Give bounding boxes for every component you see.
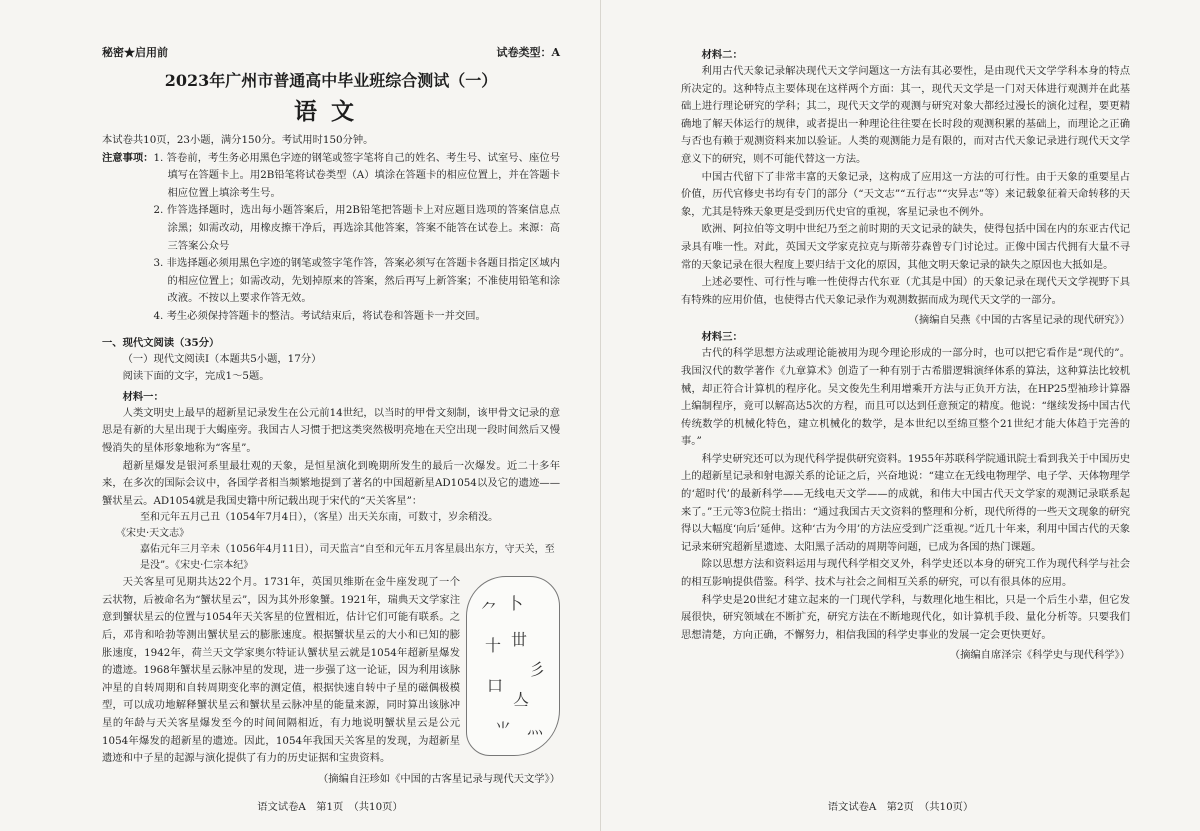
material-1-source: （摘编自汪珍如《中国的古客星记录与现代天文学》） [318,772,560,785]
subject-title: 语文 [294,98,368,125]
instruction-item: 4. 考生必须保持答题卡的整洁。考试结束后，将试卷和答题卡一并交回。 [153,309,486,322]
material-3-paragraph: 除以思想方法和资料运用与现代科学相交叉外，科学史还以本身的研究工作为现代科学与社会的相互影响提供借鉴。科学、技术与社会之间相互关系的研究，可以有很具体的应用。 [681,558,1130,589]
instructions-block [102,150,560,326]
material-2-paragraph: 上述必要性、可行性与唯一性使得古代东亚（尤其是中国）的天象记录在现代天文学视野下具有特殊的应用价值，也使得古代天象记录作为观测数据而成为现代天文学的一部分。 [681,276,1130,306]
reading-instruction: 阅读下面的文字，完成1～5题。 [122,370,270,383]
oracle-bone-rubbing-image: ⺈ 卜 十 丗 彡 口 亼 ⺌ 灬 [466,576,560,756]
page-header [102,44,560,60]
material-3-label: 材料三： [701,331,743,344]
quote-source: 《宋史·天文志》 [116,528,190,540]
confidential-mark: 秘密★启用前 [102,46,168,59]
historical-quote: 至和元年五月己丑（1054年7月4日），（客星）出天关东南，可数寸，岁余稍没。 [140,512,499,524]
paper-type: 试卷类型：A [496,46,560,59]
section-heading: 一、现代文阅读（35分） [102,336,220,349]
material-2-paragraph: 欧洲、阿拉伯等文明中世纪乃至之前时期的天文记录的缺失，使得包括中国在内的东亚古代记录具有唯一性。对此，英国天文学家克拉克与斯蒂芬森曾专门讨论过。正像中国古代拥有大量不寻常的天象记录在很大程度上要归结于文化的原因，其他文明天象记录的缺失之原因也大抵如是。 [681,223,1130,271]
material-2-label: 材料二： [701,49,743,61]
historical-quote: 嘉佑元年三月辛未（1056年4月11日），司天监言“自至和元年五月客星晨出东方，守天关，至是没”。《宋史·仁宗本纪》 [140,544,555,572]
material-3-source: （摘编自席泽宗《科学史与现代科学》） [949,649,1130,662]
material-1-label: 材料一： [122,390,164,403]
material-2-paragraph: 利用古代天象记录解决现代天文学问题这一方法有其必要性，是由现代天文学学科本身的特点所决定的。这种特点主要体现在这样两个方面：其一，现代天文学是一门对天体进行观测并在此基础上进行理论研究的学科；其二，现代天文学的观测与研究对象大都经过漫长的演化过程，要更精确地了解天体运行的规律，或者提出一种理论往往要在长时段的观测积累的基础上，而理论之正确与否也有赖于观测资料来加以验证。人类的观测能力是有限的，而对古代天象记录进行现代天文学意义下的研究，则不可能代替这一方法。 [681,65,1130,165]
page-footer: 语文试卷A 第1页 （共10页） [257,801,403,813]
page-footer: 语文试卷A 第2页 （共10页） [827,801,974,813]
instruction-item: 1. 答卷前，考生务必用黑色字迹的钢笔或签字笔将自己的姓名、考生号、试室号、座位号填写在答题卡上。用2B铅笔将试卷类型（A）填涂在答题卡的相应位置上，并在答题卡相应位置上填涂考生号。 [153,151,560,199]
instruction-item: 3. 非选择题必须用黑色字迹的钢笔或签字笔作答，答案必须写在答题卡各题目指定区域内的相应位置上；如需改动，先划掉原来的答案，然后再写上新答案；不准使用铅笔和涂改液。不按以上要求作答无效。 [153,257,560,305]
material-3-paragraph: 科学史是20世纪才建立起来的一门现代学科，与数理化地生相比，只是一个后生小辈，但它发展很快，研究领域在不断扩充，研究方法在不断地现代化，如计算机手段、量化分析等。只要我们思想清楚，方向正确，不懈努力，相信我国的科学史事业的发展一定会更快更好。 [681,593,1130,641]
subsection-heading: （一）现代文阅读Ⅰ（本题共5小题，17分） [122,352,322,365]
instructions-label: 注意事项： [102,151,154,164]
material-2-source: （摘编自吴燕《中国的古客星记录的现代研究》） [908,314,1130,327]
material-2-paragraph: 中国古代留下了非常丰富的天象记录，这构成了应用这一方法的可行性。由于天象的重要星占价值，历代官修史书均有专门的部分（“天文志”“五行志”“灾异志”等）来记载象征着天命转移的天象，尤其是特殊天象更是受到历代史官的重视，客星记录也不例外。 [681,170,1130,218]
exam-title: 2023年广州市普通高中毕业班综合测试（一） [164,71,498,90]
material-1-paragraph: 人类文明史上最早的超新星记录发生在公元前14世纪，以当时的甲骨文刻制，该甲骨文记录的意思是有新的大星出现于大蝎座旁。我国古人习惯于把这类突然极明亮地在天空出现一段时间然后又慢慢消失的星体形象地称为“客星”。 [102,406,560,454]
exam-page-2 [600,0,1200,831]
material-1-paragraph: 超新星爆发是银河系里最壮观的天象，是恒星演化到晚期所发生的最后一次爆发。近二十多年来，在多次的国际会议中，各国学者相当频繁地提到了著名的中国超新星AD1054以及它的遗迹——蟹状星云。AD1054就是我国史籍中所记载出现于宋代的“天关客星”： [102,459,560,507]
material-1-paragraph: 天关客星可见期共达22个月。1731年，英国贝维斯在金牛座发现了一个云状物，后被命名为“蟹状星云”，因为其外形象蟹。1921年，瑞典天文学家注意到蟹状星云的位置与1054年天关客星的位置相近，估计它们可能有联系。之后，邓肯和哈勃等测出蟹状星云的膨胀速度。根据蟹状星云的大小和已知的膨胀速度，1942年，荷兰天文学家奥尔特证认蟹状星云就是1054年超新星爆发的遗迹。1968年蟹状星云脉冲星的发现，进一步强了这一论证，因为利用该脉冲星的自转周期和自转周期变化率的测定值，根据快速自转中子星的磁偶极模型，可以成功地解释蟹状星云和蟹状星云脉冲星的能量来源，同时算出该脉冲星的年龄与天关客星爆发至今的时间间隔相近，有力地说明蟹状星云是公元1054年爆发的超新星的遗迹。因此，1054年我国天关客星的发现，为超新星遗迹和中子星的起源与演化提供了有力的历史证据和宝贵资料。 [102,576,460,765]
exam-intro: 本试卷共10页，23小题，满分150分。考试用时150分钟。 [102,134,374,146]
instruction-item: 2. 作答选择题时，选出每小题答案后，用2B铅笔把答题卡上对应题目选项的答案信息点涂黑；如需改动，用橡皮擦干净后，再选涂其他答案，答案不能答在试卷上。来源：高三答案公众号 [153,204,560,252]
material-3-paragraph: 古代的科学思想方法或理论能被用为现今理论形成的一部分时，也可以把它看作是“现代的”。我国汉代的数学著作《九章算术》创造了一种有别于古希腊逻辑演绎体系的算法，这种算法比较机械，却正符合计算机的程序化。吴文俊先生利用增乘开方法与正负开方法，在HP25型袖珍计算器上编制程序，竟可以解高达5次的方程，而且可以达到任意预定的精度。他说：“继续发扬中国古代传统数学的机械化特色，建立机械化的数学，是本世纪以至绵亘整个21世纪才能大体趋于完善的事。” [681,347,1130,448]
instructions-list [153,150,560,326]
material-3-paragraph: 科学史研究还可以为现代科学提供研究资料。1955年苏联科学院通讯院士看到我关于中国历史上的超新星记录和射电源关系的论证之后，兴奋地说：“建立在无线电物理学、电子学、天体物理学的‘超时代’的最新科学——无线电天文学——的成就，和伟大中国古代天文学家的观测记录联系起来了。”王元等3位院士指出：“通过我国古天文资料的整理和分析，现代所得的一些天文现象的研究得以大幅度‘向后’延伸。这种‘古为今用’的方法应受到广泛重视。”近几十年来，利用中国古代的天象记录来研究超新星遗迹、太阳黑子活动的周期等问题，已成为各国的热门课题。 [681,452,1130,553]
